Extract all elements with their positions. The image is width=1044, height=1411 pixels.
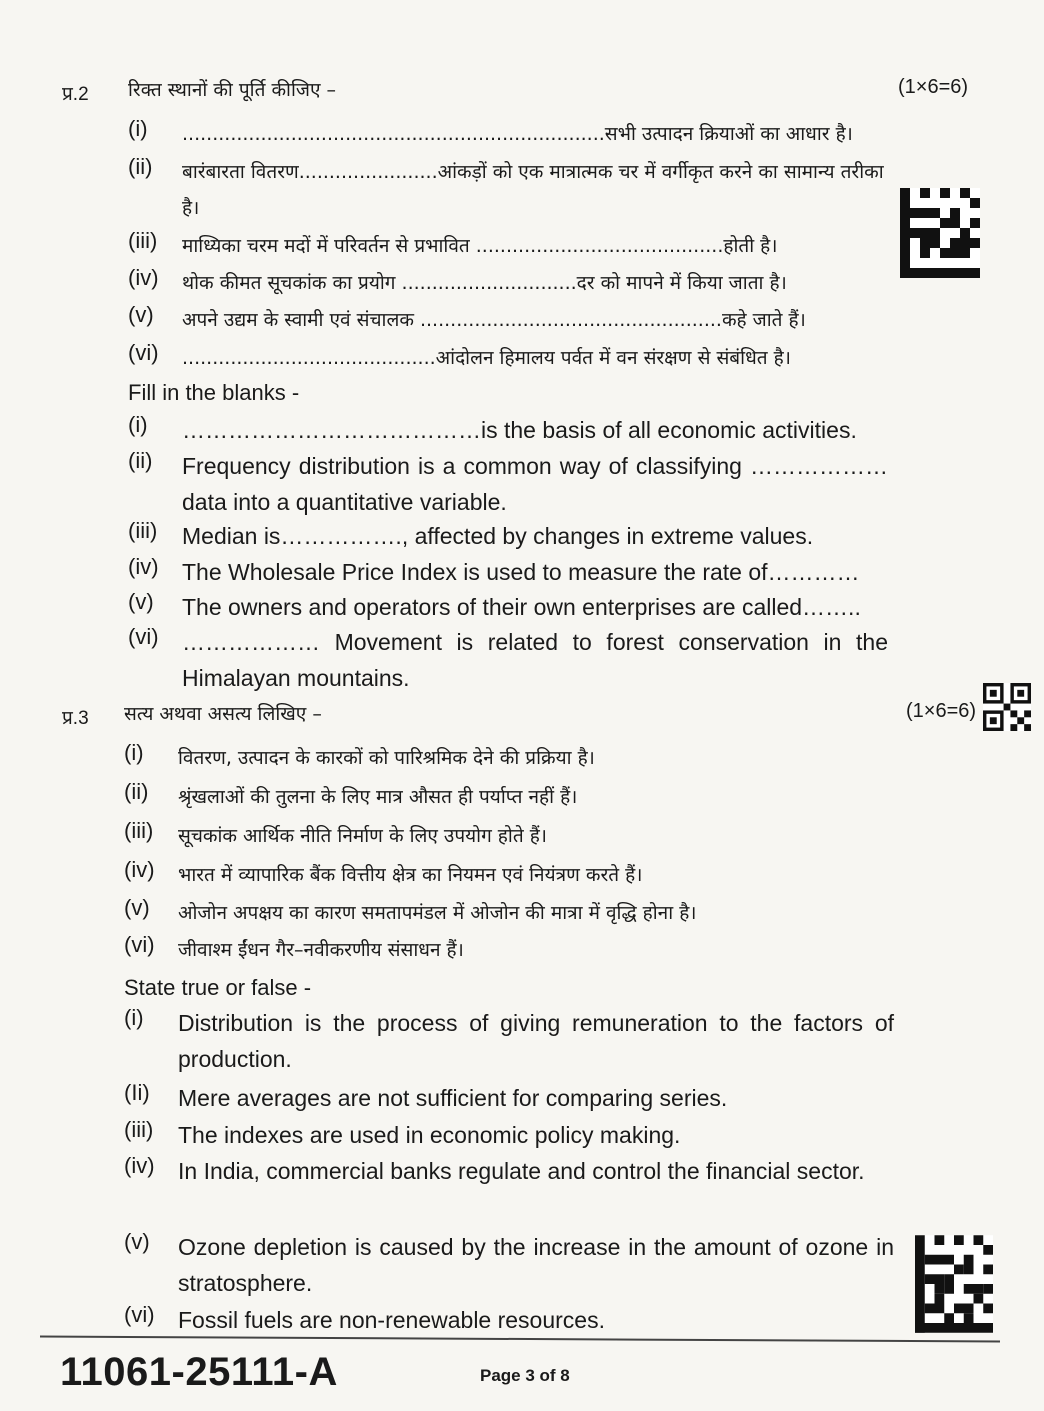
item-number: (i) — [124, 740, 144, 765]
item-number: (iv) — [128, 265, 159, 290]
item-number: (ii) — [124, 779, 149, 804]
item-text: वितरण, उत्पादन के कारकों को पारिश्रमिक देने की प्रक्रिया है। — [178, 747, 595, 769]
item-text: ……………… Movement is related to forest conservation in the Himalayan mountains. — [182, 629, 888, 691]
list-item — [128, 412, 888, 448]
item-text: The owners and operators of their own enterprises are called…….. — [182, 594, 861, 620]
question-number: प्र.2 — [62, 84, 89, 105]
list-item — [124, 779, 894, 815]
item-text: In India, commercial banks regulate and control the financial sector. — [178, 1158, 865, 1184]
qr-code-icon — [983, 683, 1031, 731]
item-number: (iii) — [128, 228, 158, 253]
list-item — [124, 1153, 894, 1189]
list-item — [124, 1229, 894, 1301]
item-number: (iii) — [124, 818, 154, 843]
item-text: ओजोन अपक्षय का कारण समतापमंडल में ओजोन की मात्रा में वृद्धि होना है। — [178, 902, 697, 924]
item-text: माध्यिका चरम मदों में परिवर्तन से प्रभावित .........................................होती है। — [182, 235, 778, 257]
list-item — [124, 1005, 894, 1077]
item-number: (i) — [124, 1005, 144, 1030]
section-label-english: State true or false - — [124, 975, 312, 1000]
list-item — [128, 228, 888, 264]
list-item — [128, 554, 888, 590]
item-text: Fossil fuels are non-renewable resources. — [178, 1307, 605, 1333]
item-text: श्रृंखलाओं की तुलना के लिए मात्र औसत ही पर्याप्त नहीं हैं। — [178, 786, 578, 808]
item-number: (iv) — [124, 857, 155, 882]
item-number: (iii) — [124, 1117, 154, 1142]
item-text: ......................................................................सभी उत्पादन क्रियाओं का आधार है। — [182, 123, 853, 145]
item-number: (ii) — [128, 448, 153, 473]
page-number: Page 3 of 8 — [480, 1366, 570, 1385]
list-item — [128, 589, 888, 625]
item-number: (ii) — [128, 154, 153, 179]
list-item — [128, 518, 888, 554]
list-item — [128, 154, 888, 226]
question-number: प्र.3 — [62, 708, 89, 729]
item-number: (v) — [128, 589, 154, 614]
list-item — [128, 116, 888, 152]
item-number: (Ii) — [124, 1080, 150, 1105]
list-item — [128, 624, 888, 696]
item-number: (vi) — [124, 1302, 155, 1327]
item-number: (vi) — [128, 624, 159, 649]
question-title-hindi: रिक्त स्थानों की पूर्ति कीजिए – — [128, 79, 337, 101]
item-number: (i) — [128, 116, 148, 141]
list-item — [124, 1117, 894, 1153]
list-item — [124, 1080, 894, 1116]
item-text: अपने उद्यम के स्वामी एवं संचालक ..................................................कहे जाते हैं। — [182, 309, 806, 331]
item-number: (v) — [124, 895, 150, 920]
item-text: ..........................................आंदोलन हिमालय पर्वत में वन संरक्षण से संबंधित है। — [182, 347, 791, 369]
list-item — [124, 932, 894, 968]
item-text: The Wholesale Price Index is used to measure the rate of………… — [182, 559, 860, 585]
question-title-hindi: सत्य अथवा असत्य लिखिए – — [124, 703, 322, 725]
list-item — [124, 857, 894, 893]
item-text: सूचकांक आर्थिक नीति निर्माण के लिए उपयोग होते हैं। — [178, 825, 547, 847]
list-item — [128, 302, 888, 338]
item-text: Frequency distribution is a common way of classifying ……………… data into a quantitative variable. — [182, 453, 888, 515]
item-text: Median is……………., affected by changes in extreme values. — [182, 523, 814, 549]
item-number: (i) — [128, 412, 148, 437]
item-text: जीवाश्म ईंधन गैर–नवीकरणीय संसाधन हैं। — [178, 939, 464, 961]
item-text: Mere averages are not sufficient for comparing series. — [178, 1085, 728, 1111]
paper-code: 11061-25111-A — [60, 1350, 338, 1394]
item-text: …………………………………is the basis of all economic activities. — [182, 417, 857, 443]
item-number: (v) — [128, 302, 154, 327]
item-text: बारंबारता वितरण.......................आंकड़ों को एक मात्रात्मक चर में वर्गीकृत करने का सामान्य तरीका है। — [182, 161, 884, 219]
item-text: Distribution is the process of giving remuneration to the factors of production. — [178, 1010, 894, 1072]
item-text: The indexes are used in economic policy making. — [178, 1122, 681, 1148]
item-number: (iv) — [128, 554, 159, 579]
section-label-english: Fill in the blanks - — [128, 380, 300, 405]
item-text: भारत में व्यापारिक बैंक वित्तीय क्षेत्र का नियमन एवं नियंत्रण करते हैं। — [178, 864, 643, 886]
item-number: (vi) — [128, 340, 159, 365]
list-item — [124, 895, 894, 931]
list-item — [124, 818, 894, 854]
list-item — [124, 1302, 894, 1338]
item-text: थोक कीमत सूचकांक का प्रयोग .............................दर को मापने में किया जाता है। — [182, 272, 787, 294]
qr-code-icon — [900, 188, 980, 278]
list-item — [124, 740, 894, 776]
list-item — [128, 448, 888, 520]
list-item — [128, 340, 888, 376]
item-number: (vi) — [124, 932, 155, 957]
item-text: Ozone depletion is caused by the increase in the amount of ozone in stratosphere. — [178, 1234, 894, 1296]
item-number: (iv) — [124, 1153, 155, 1178]
qr-code-icon — [915, 1232, 993, 1336]
marks-allocation: (1×6=6) — [898, 76, 969, 98]
list-item — [128, 265, 888, 301]
item-number: (v) — [124, 1229, 150, 1254]
marks-allocation: (1×6=6) — [906, 700, 977, 722]
item-number: (iii) — [128, 518, 158, 543]
